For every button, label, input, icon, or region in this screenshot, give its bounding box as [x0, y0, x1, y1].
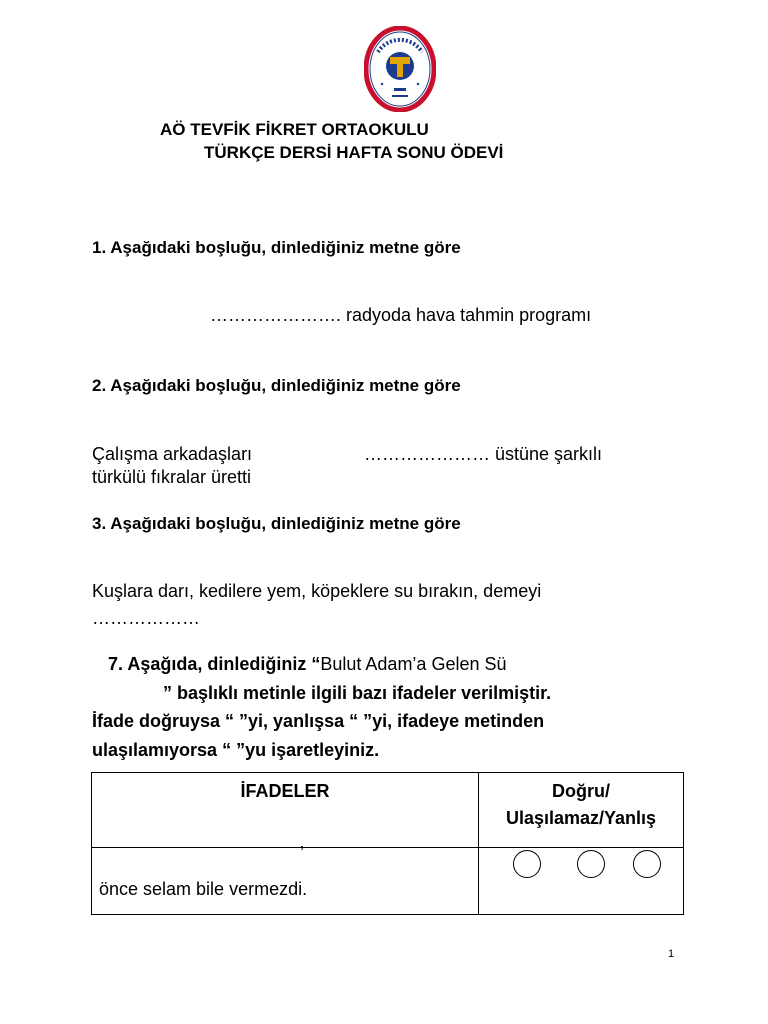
- answer-cell: [479, 848, 684, 915]
- question-2-blank: ………………… üstüne şarkılı: [364, 444, 603, 464]
- question-7-line-2: ” başlıklı metinle ilgili bazı ifadeler verilmiştir.: [163, 682, 552, 703]
- table-header-answer-line-2: Ulaşılamaz/Yanlış: [505, 808, 657, 828]
- statement-mark: ’: [300, 843, 304, 863]
- table-header-answer: [479, 773, 684, 848]
- table-header-row: [92, 773, 684, 848]
- answer-option-unreachable[interactable]: [577, 850, 605, 878]
- table-header-answer-line-1: Doğru/: [552, 781, 610, 801]
- question-3-line-1: Kuşlara darı, kedilere yem, köpeklere su bırakın, demeyi: [92, 581, 542, 601]
- page-number: 1: [668, 948, 675, 960]
- answer-option-true[interactable]: [513, 850, 541, 878]
- question-1-title: 1. Aşağıdaki boşluğu, dinlediğiniz metne göre: [92, 238, 461, 257]
- question-7-line-1: [92, 650, 676, 679]
- statement-text: önce selam bile vermezdi.: [99, 879, 308, 899]
- page-title: TÜRKÇE DERSİ HAFTA SONU ÖDEVİ: [204, 143, 504, 162]
- question-7-text-title: Bulut Adam’a Gelen Sü: [320, 654, 507, 674]
- table-header-statements: İFADELER: [92, 773, 479, 848]
- table-row: [92, 848, 684, 915]
- question-3-title: 3. Aşağıdaki boşluğu, dinlediğiniz metne göre: [92, 514, 461, 533]
- question-7-number: 7. Aşağıda, dinlediğiniz “: [108, 654, 321, 674]
- question-3-blank: ………………: [92, 608, 200, 628]
- school-name: AÖ TEVFİK FİKRET ORTAOKULU: [160, 120, 429, 139]
- question-7-line-4: ulaşılamıyorsa “ ”yu işaretleyiniz.: [92, 739, 380, 760]
- question-2-left-text: Çalışma arkadaşları: [92, 444, 253, 464]
- question-7: [92, 650, 676, 764]
- question-2-line-2: türkülü fıkralar üretti: [92, 467, 252, 487]
- question-7-line-3: İfade doğruysa “ ”yi, yanlışsa “ ”yi, ifadeye metinden: [92, 711, 545, 731]
- statements-table: [91, 772, 684, 915]
- school-logo: [364, 26, 436, 112]
- question-2-title: 2. Aşağıdaki boşluğu, dinlediğiniz metne göre: [92, 376, 461, 395]
- question-1-blank: …………………. radyoda hava tahmin programı: [210, 305, 592, 325]
- statement-cell: [92, 843, 479, 915]
- answer-option-false[interactable]: [633, 850, 661, 878]
